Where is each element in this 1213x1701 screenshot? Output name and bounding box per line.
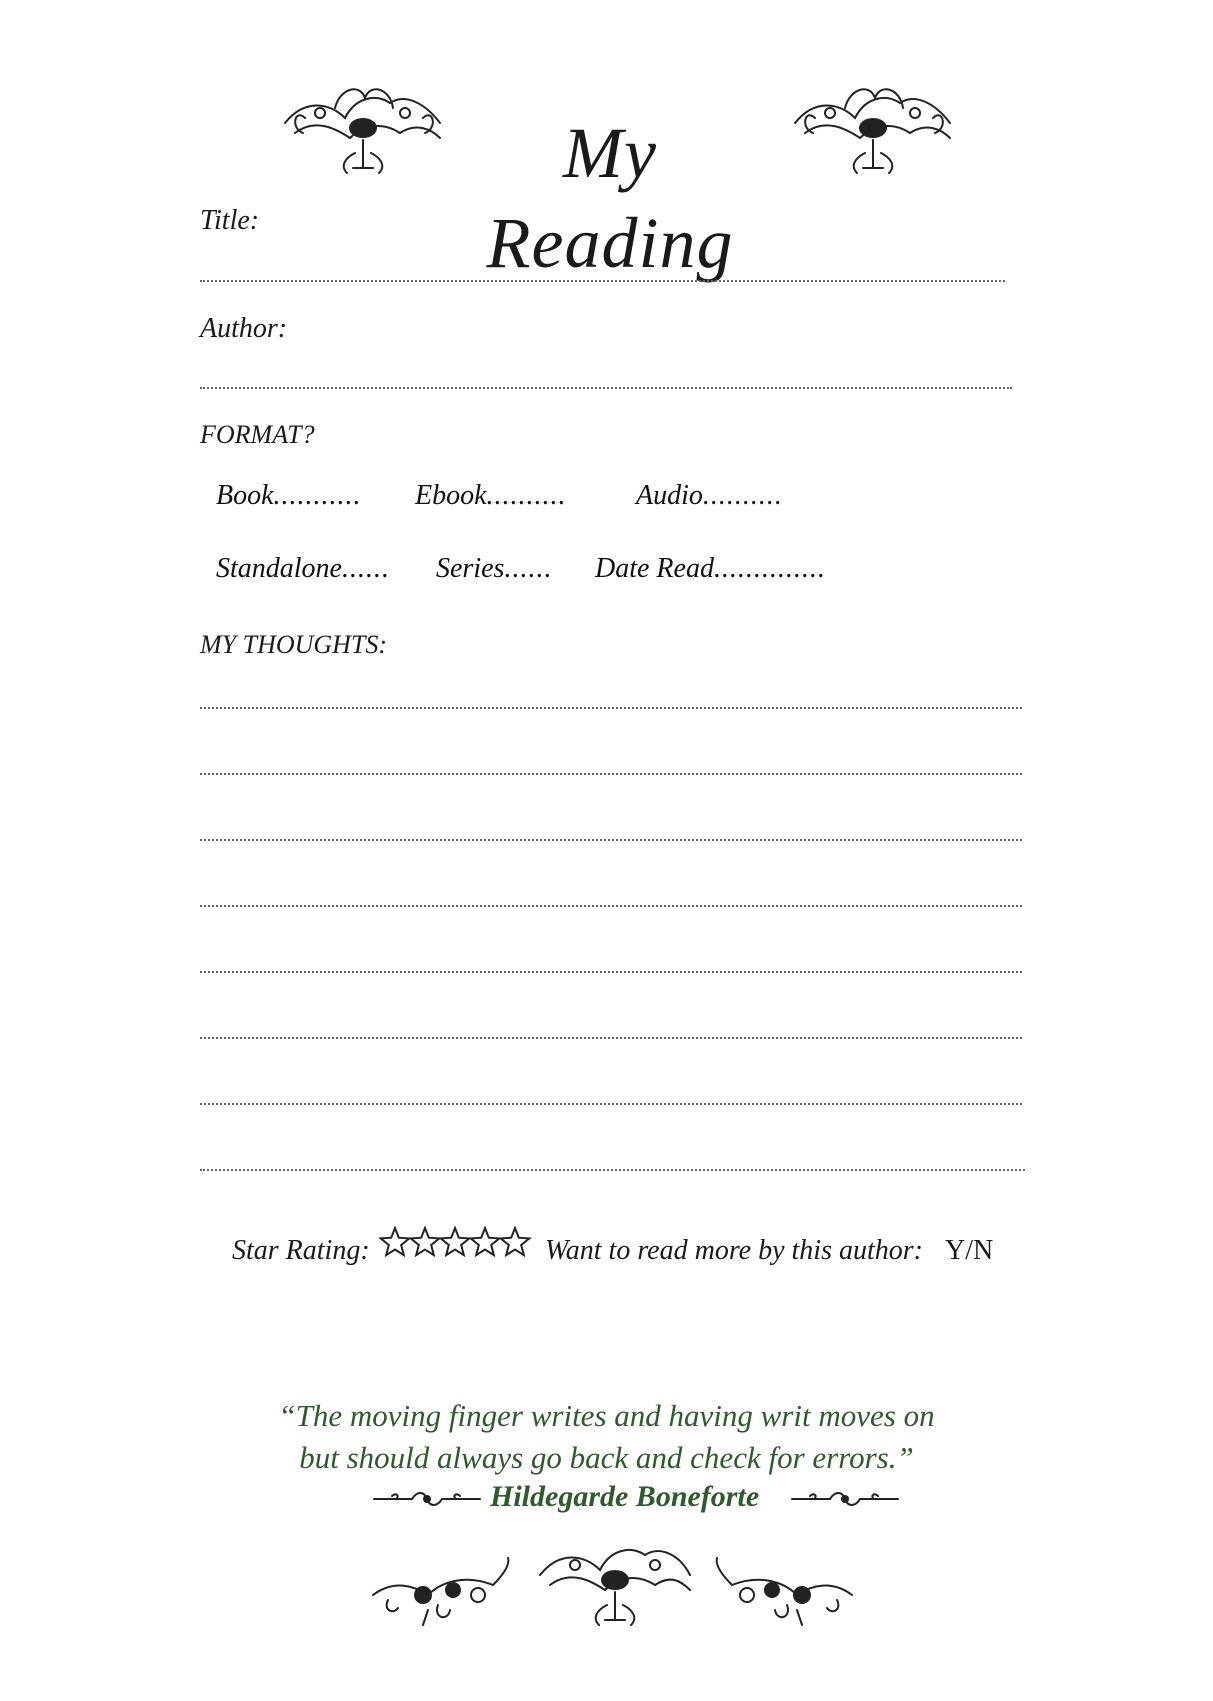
left-header-ornament-icon bbox=[275, 78, 450, 178]
right-flourish-icon bbox=[790, 1488, 900, 1510]
star-outline-icon[interactable] bbox=[381, 1228, 410, 1255]
format-option-standalone[interactable]: Standalone...... bbox=[216, 553, 390, 584]
bottom-left-rose-ornament-icon bbox=[368, 1550, 513, 1630]
page-title: My Reading bbox=[486, 113, 734, 283]
bottom-right-rose-ornament-icon bbox=[712, 1550, 857, 1630]
star-rating[interactable] bbox=[378, 1225, 533, 1261]
quote-line-2: but should always go back and check for errors.” bbox=[299, 1440, 914, 1475]
title-label: Title: bbox=[200, 205, 260, 236]
thoughts-line[interactable] bbox=[200, 839, 1022, 841]
star-outline-icon[interactable] bbox=[441, 1228, 470, 1255]
thoughts-line[interactable] bbox=[200, 1169, 1025, 1171]
quote-author: Hildegarde Boneforte bbox=[490, 1480, 760, 1513]
thoughts-line[interactable] bbox=[200, 773, 1022, 775]
title-input-line[interactable] bbox=[200, 280, 1005, 282]
bottom-center-ornament-icon bbox=[530, 1530, 700, 1630]
star-outline-icon[interactable] bbox=[411, 1228, 440, 1255]
thoughts-line[interactable] bbox=[200, 1037, 1022, 1039]
yes-no-choice[interactable]: Y/N bbox=[945, 1235, 994, 1266]
date-read-field[interactable]: Date Read.............. bbox=[595, 553, 826, 584]
left-flourish-icon bbox=[372, 1488, 482, 1510]
thoughts-line[interactable] bbox=[200, 1103, 1022, 1105]
format-option-audio[interactable]: Audio.......... bbox=[636, 480, 783, 511]
format-heading: FORMAT? bbox=[200, 420, 315, 449]
quote-line-1: “The moving finger writes and having writ moves on bbox=[278, 1398, 935, 1433]
format-option-ebook[interactable]: Ebook.......... bbox=[415, 480, 567, 511]
star-outline-icon[interactable] bbox=[501, 1228, 530, 1255]
author-input-line[interactable] bbox=[200, 387, 1012, 389]
thoughts-line[interactable] bbox=[200, 707, 1022, 709]
author-label: Author: bbox=[200, 313, 288, 344]
format-option-series[interactable]: Series...... bbox=[436, 553, 553, 584]
thoughts-line[interactable] bbox=[200, 971, 1022, 973]
right-header-ornament-icon bbox=[785, 78, 960, 178]
thoughts-heading: MY THOUGHTS: bbox=[200, 630, 388, 659]
format-option-book[interactable]: Book........... bbox=[216, 480, 362, 511]
read-more-label: Want to read more by this author: bbox=[545, 1235, 923, 1266]
thoughts-line[interactable] bbox=[200, 905, 1022, 907]
star-rating-label: Star Rating: bbox=[232, 1235, 370, 1266]
star-outline-icon[interactable] bbox=[471, 1228, 500, 1255]
